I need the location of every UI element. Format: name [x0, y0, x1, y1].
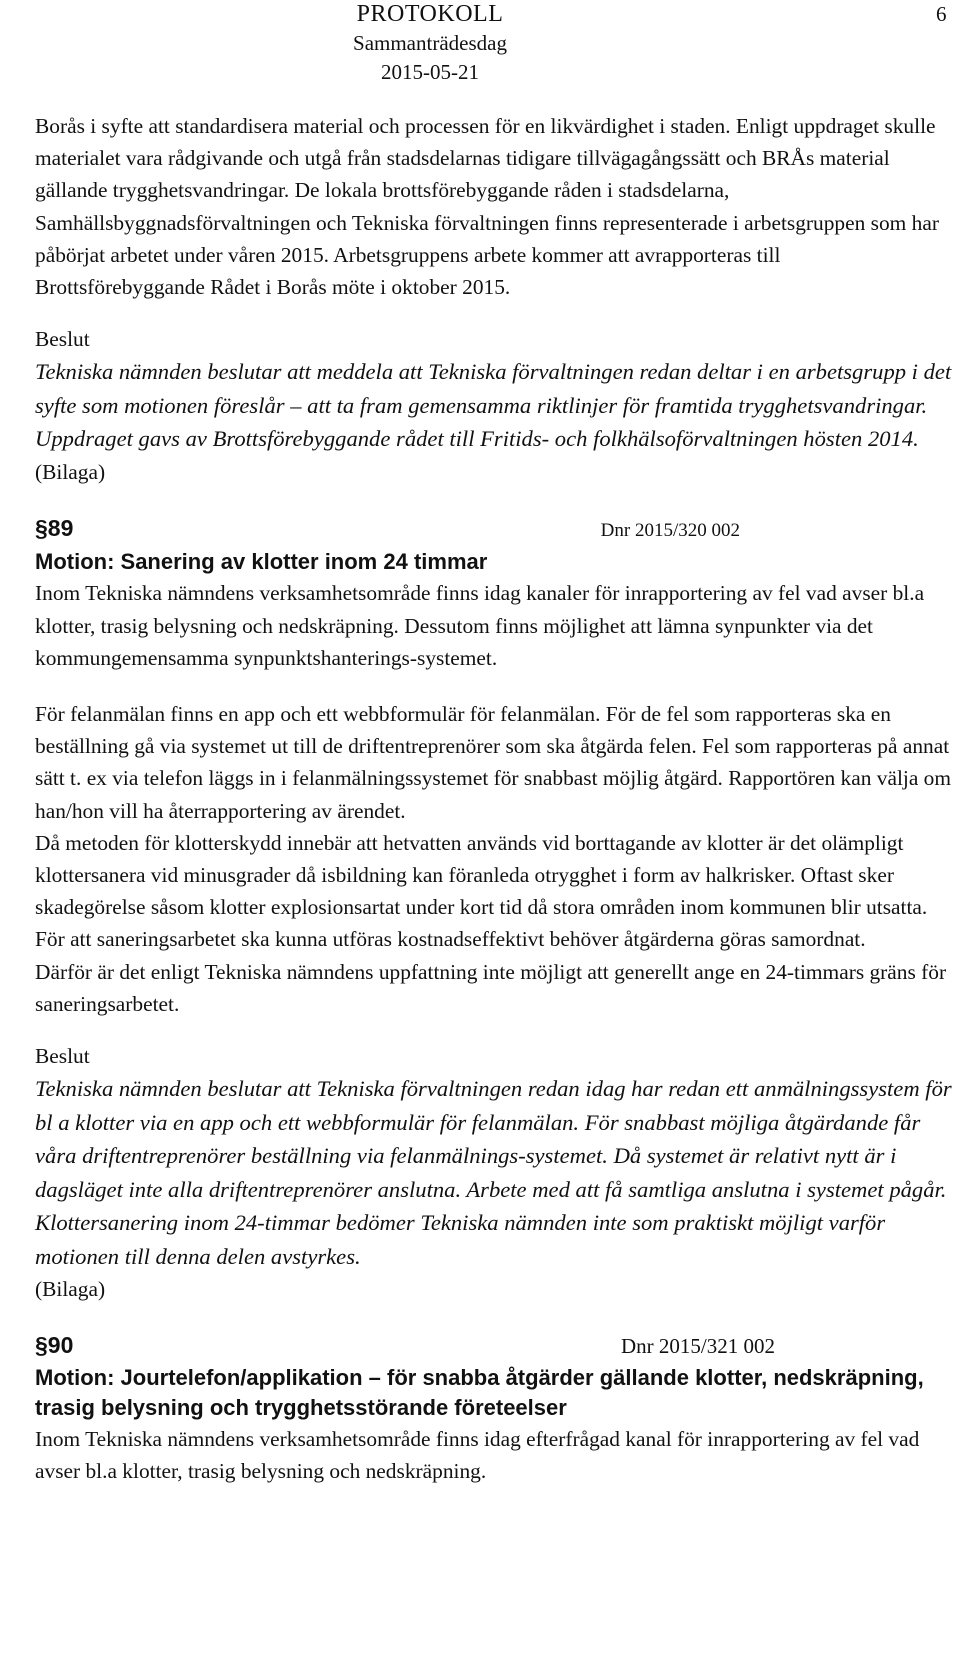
bilaga-reference: (Bilaga): [35, 459, 106, 484]
beslut-text: Tekniska nämnden beslutar att meddela att Tekniska förvaltningen redan deltar i en arbetsgrupp i det syfte som motionen föreslår – att ta fram gemensamma riktlinjer för framtida trygghetsvandringar. Uppdraget gavs av Brottsförebyggande rådet till Fritids- och folkhälsoförvaltningen hösten 2014.: [35, 359, 952, 452]
section-paragraph: För felanmälan finns en app och ett webbformulär för felanmälan. För de fel som rapporteras ska en beställning gå via systemet ut till de driftentreprenörer som ska åtgärda felen. Fel som rapporteras på annat sätt t. ex via telefon läggs in i felanmälningssystemet för snabbast möjlig åtgärd. Rapportören kan välja om han/hon vill ha återrapportering av ärendet.: [35, 701, 952, 823]
diary-number: Dnr 2015/321 002: [621, 1334, 775, 1359]
section-paragraph: Inom Tekniska nämndens verksamhetsområde finns idag kanaler för inrapportering av fel vad avser bl.a klotter, trasig belysning och nedskräpning. Dessutom finns möjlighet att lämna synpunkter via det kommungemensamma synpunktshanterings-systemet.: [35, 581, 925, 670]
meeting-date: 2015-05-21: [381, 60, 479, 84]
page-number: 6: [936, 2, 947, 26]
beslut-label: Beslut: [35, 327, 90, 352]
document-header: [300, 0, 560, 87]
beslut-label: Beslut: [35, 1043, 90, 1068]
section-sign: §: [35, 1332, 48, 1359]
bilaga-reference: (Bilaga): [35, 1277, 106, 1302]
section-paragraph: Därför är det enligt Tekniska nämndens uppfattning inte möjligt att generellt ange en 24-timmars gräns för saneringsarbetet.: [35, 959, 947, 1016]
section-paragraph: Då metoden för klotterskydd innebär att hetvatten används vid borttagande av klotter är det olämpligt klottersanera vid minusgrader då isbildning kan föranleda otrygghet i form av halkrisker. Oftast sker skadegörelse såsom klotter explosionsartat under kort tid då stora områden inom kommunen blir utsatta. För att saneringsarbetet ska kunna utföras kostnadseffektivt behöver åtgärderna göras samordnat.: [35, 830, 928, 952]
previous-section-body: Borås i syfte att standardisera material och processen för en likvärdighet i staden. Enligt uppdraget skulle materialet vara rådgivande och utgå från stadsdelarnas tidigare tillvägagångssätt och BRÅs material gällande trygghetsvandringar. De lokala brottsförebyggande råden i stadsdelarna, Samhällsbyggnadsförvaltningen och Tekniska förvaltningen finns representerade i arbetsgruppen som har påbörjat arbetet under våren 2015. Arbetsgruppens arbete kommer att avrapporteras till Brottsförebyggande Rådet i Borås möte i oktober 2015.: [35, 114, 939, 300]
section-number: 90: [47, 1332, 74, 1359]
beslut-text: Tekniska nämnden beslutar att Tekniska förvaltningen redan idag har redan ett anmälningssystem för bl a klotter via en app och ett webbformulär för felanmälan. För snabbast möjliga åtgärdande får våra driftentreprenörer beställning via felanmälnings-systemet. Då systemet är relativt nytt är i dagsläget inte alla driftentreprenörer anslutna. Arbete med att få samtliga anslutna i systemet pågår. Klottersanering inom 24-timmar bedömer Tekniska nämnden inte som praktiskt möjligt varför motionen till denna delen avstyrkes.: [35, 1076, 952, 1269]
section-90-header: [35, 1329, 955, 1362]
section-paragraph: Inom Tekniska nämndens verksamhetsområde finns idag efterfrågad kanal för inrapportering av fel vad avser bl.a klotter, trasig belysning och nedskräpning.: [35, 1426, 920, 1483]
document-title: PROTOKOLL: [356, 1, 504, 27]
document-body: [35, 110, 955, 1487]
section-number: 89: [47, 515, 74, 542]
section-heading: Motion: Jourtelefon/applikation – för snabba åtgärder gällande klotter, nedskräpning, trasig belysning och trygghetsstörande företeelser: [35, 1364, 924, 1420]
diary-number: Dnr 2015/320 002: [600, 520, 740, 542]
section-89-header: [35, 512, 955, 547]
meeting-day-label: Sammanträdesdag: [353, 31, 507, 55]
section-sign: §: [35, 515, 48, 542]
section-heading: Motion: Sanering av klotter inom 24 timmar: [35, 549, 488, 575]
